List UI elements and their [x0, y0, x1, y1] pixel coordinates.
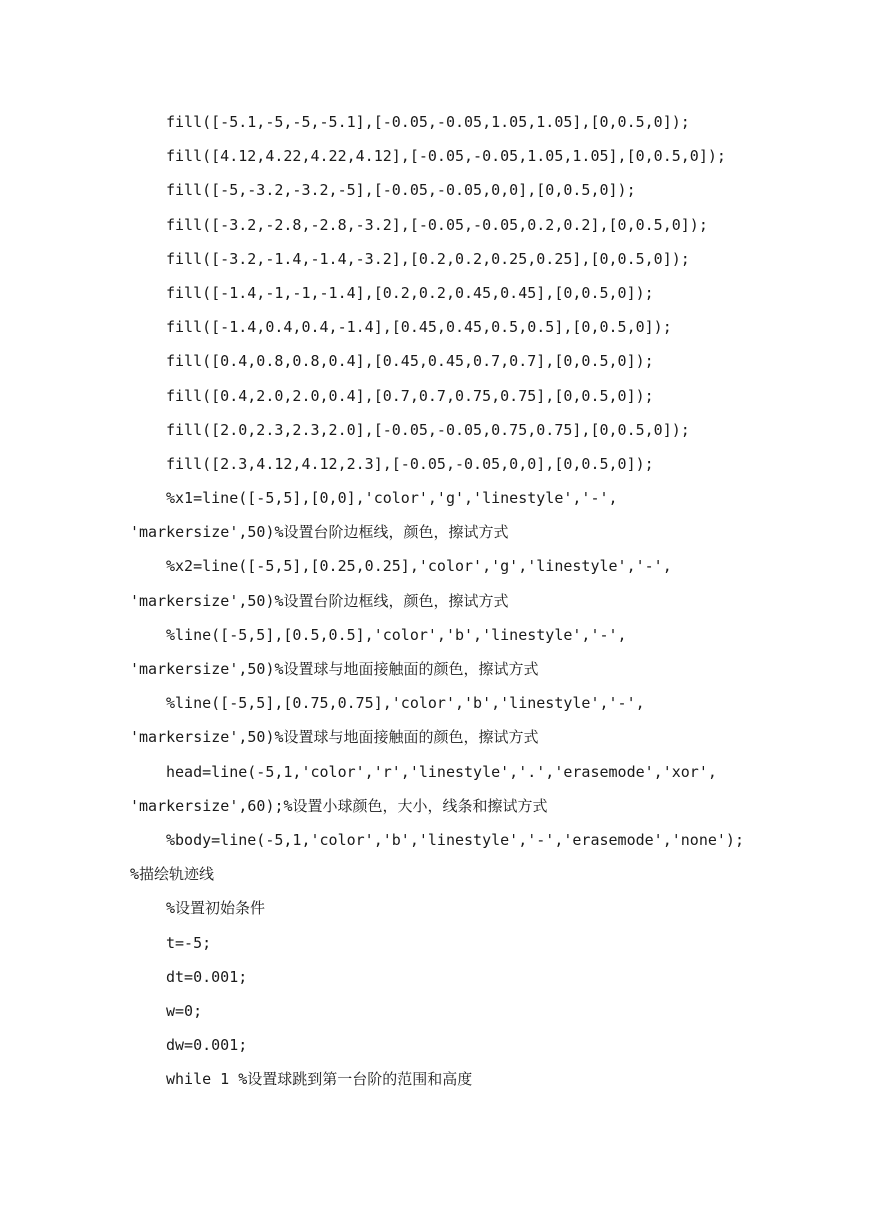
code-line: fill([-1.4,-1,-1,-1.4],[0.2,0.2,0.45,0.45],[0,0.5,0]); — [166, 283, 654, 302]
code-line-continuation: 'markersize',50)%设置台阶边框线，颜色，擦试方式 — [130, 523, 509, 542]
code-line: %body=line(-5,1,'color','b','linestyle','-','erasemode','none'); — [166, 830, 744, 849]
code-line: fill([4.12,4.22,4.22,4.12],[-0.05,-0.05,1.05,1.05],[0,0.5,0]); — [166, 147, 726, 166]
code-line: fill([-5.1,-5,-5,-5.1],[-0.05,-0.05,1.05,1.05],[0,0.5,0]); — [166, 113, 690, 131]
code-line: dt=0.001; — [166, 967, 248, 986]
code-line-continuation: 'markersize',50)%设置球与地面接触面的颜色，擦试方式 — [130, 660, 539, 678]
code-line-continuation: 'markersize',50)%设置台阶边框线，颜色，擦试方式 — [130, 591, 509, 610]
code-line: dw=0.001; — [166, 1036, 248, 1055]
code-line-continuation: 'markersize',50)%设置球与地面接触面的颜色，擦试方式 — [130, 728, 539, 747]
code-line: fill([0.4,2.0,2.0,0.4],[0.7,0.7,0.75,0.75],[0,0.5,0]); — [166, 386, 654, 405]
code-line: %line([-5,5],[0.75,0.75],'color','b','linestyle','-', — [166, 694, 645, 713]
code-line: %line([-5,5],[0.5,0.5],'color','b','linestyle','-', — [166, 625, 627, 644]
code-line-continuation: %描绘轨迹线 — [130, 865, 215, 884]
code-line: while 1 %设置球跳到第一台阶的范围和高度 — [166, 1070, 473, 1089]
code-line: w=0; — [166, 1001, 203, 1020]
code-line: fill([2.3,4.12,4.12,2.3],[-0.05,-0.05,0,0],[0,0.5,0]); — [166, 454, 654, 473]
code-line: fill([0.4,0.8,0.8,0.4],[0.45,0.45,0.7,0.7],[0,0.5,0]); — [166, 352, 654, 371]
code-line: t=-5; — [166, 933, 212, 952]
code-line: fill([-3.2,-2.8,-2.8,-3.2],[-0.05,-0.05,0.2,0.2],[0,0.5,0]); — [166, 215, 708, 234]
code-block — [0, 108, 869, 1099]
code-line: head=line(-5,1,'color','r','linestyle','.','erasemode','xor', — [166, 762, 717, 781]
code-line: %设置初始条件 — [166, 899, 266, 918]
code-line: %x1=line([-5,5],[0,0],'color','g','linestyle','-', — [166, 489, 618, 508]
code-line: fill([-5,-3.2,-3.2,-5],[-0.05,-0.05,0,0],[0,0.5,0]); — [166, 181, 636, 200]
code-line-continuation: 'markersize',60);%设置小球颜色，大小，线条和擦试方式 — [130, 796, 548, 815]
code-line: fill([2.0,2.3,2.3,2.0],[-0.05,-0.05,0.75,0.75],[0,0.5,0]); — [166, 420, 690, 439]
code-line: %x2=line([-5,5],[0.25,0.25],'color','g','linestyle','-', — [166, 557, 672, 576]
code-line: fill([-1.4,0.4,0.4,-1.4],[0.45,0.45,0.5,0.5],[0,0.5,0]); — [166, 318, 672, 337]
code-line: fill([-3.2,-1.4,-1.4,-3.2],[0.2,0.2,0.25,0.25],[0,0.5,0]); — [166, 249, 690, 268]
